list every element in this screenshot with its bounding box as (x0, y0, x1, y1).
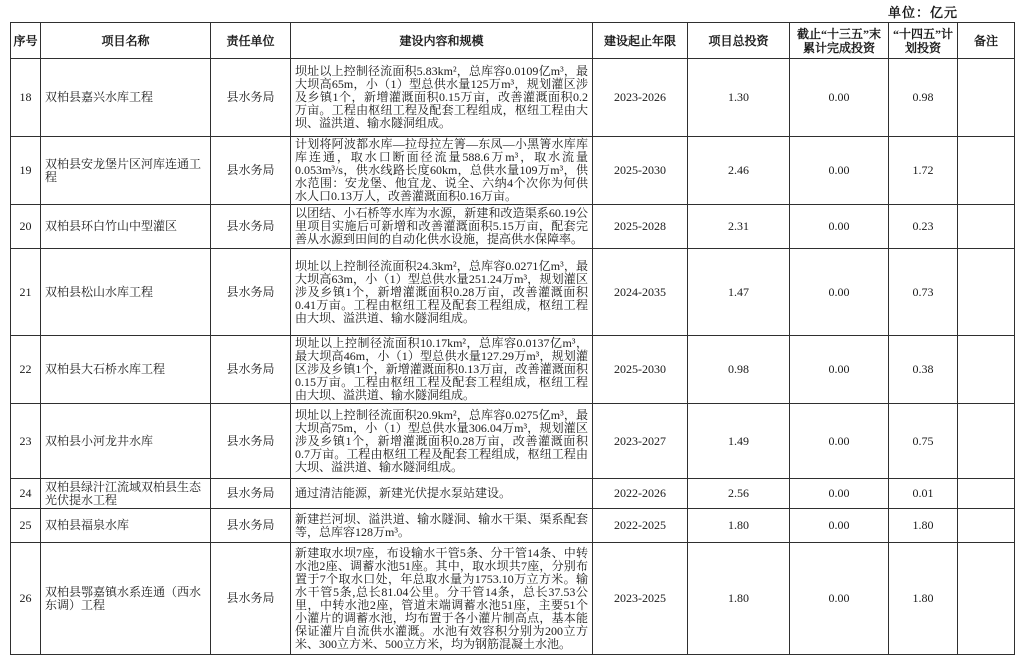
cell-total-investment: 1.49 (688, 404, 790, 479)
cell-completed-investment: 0.00 (790, 205, 889, 249)
cell-total-investment: 1.80 (688, 509, 790, 543)
cell-planned-investment: 0.23 (889, 205, 958, 249)
cell-project-name: 双柏县环白竹山中型灌区 (41, 205, 211, 249)
project-investment-table (10, 22, 1015, 655)
cell-remarks (958, 543, 1015, 655)
table-row (11, 137, 1015, 205)
cell-construction-years: 2022-2025 (593, 509, 688, 543)
cell-construction-content: 新建取水坝7座，布设输水干管5条、分干管14条、中转水池2座、调蓄水池51座。其中，取水坝共7座，分别布置于7个取水口处，年总取水量为1753.10万立方米。输水干管5条,总长81.04公里。分干管14条，总长37.53公里，中转水池2座，管道末端调蓄水池51座，主要51个小灌片的调蓄水池，均布置于各小灌片制高点，基本能保证灌片自流供水灌溉。水池有效容积分别为200立方米、300立方米、500立方米，均为钢筋混凝土水池。 (291, 543, 593, 655)
table-header-row (11, 23, 1015, 59)
cell-serial-number: 25 (11, 509, 41, 543)
cell-project-name: 双柏县绿汁江流域双柏县生态光伏提水工程 (41, 479, 211, 509)
header-total-investment: 项目总投资 (688, 23, 790, 59)
cell-remarks (958, 249, 1015, 336)
header-planned-investment: “十四五”计划投资 (889, 23, 958, 59)
cell-completed-investment: 0.00 (790, 249, 889, 336)
cell-completed-investment: 0.00 (790, 543, 889, 655)
cell-remarks (958, 479, 1015, 509)
cell-responsible-unit: 县水务局 (211, 543, 291, 655)
cell-responsible-unit: 县水务局 (211, 59, 291, 137)
cell-construction-years: 2023-2026 (593, 59, 688, 137)
cell-completed-investment: 0.00 (790, 336, 889, 404)
cell-serial-number: 24 (11, 479, 41, 509)
cell-planned-investment: 1.72 (889, 137, 958, 205)
cell-serial-number: 20 (11, 205, 41, 249)
table-row (11, 543, 1015, 655)
cell-total-investment: 1.47 (688, 249, 790, 336)
cell-total-investment: 1.30 (688, 59, 790, 137)
cell-construction-years: 2022-2026 (593, 479, 688, 509)
cell-construction-content: 坝址以上控制径流面积24.3km²，总库容0.0271亿m³，最大坝高63m，小（1）型总供水量251.24万m³，规划灌区涉及乡镇1个，新增灌溉面积0.28万亩，改善灌溉面积0.41万亩。工程由枢纽工程及配套工程组成，枢纽工程由大坝、溢洪道、输水隧洞组成。 (291, 249, 593, 336)
unit-label: 单位：亿元 (887, 5, 958, 20)
cell-construction-content: 坝址以上控制径流面积10.17km²，总库容0.0137亿m³，最大坝高46m，小（1）型总供水量127.29万m³，规划灌区涉及乡镇1个，新增灌溉面积0.13万亩，改善灌溉面积0.15万亩。工程由枢纽工程及配套工程组成，枢纽工程由大坝、溢洪道、输水隧洞组成。 (291, 336, 593, 404)
cell-remarks (958, 404, 1015, 479)
header-completed-investment: 截止“十三五”末累计完成投资 (790, 23, 889, 59)
cell-remarks (958, 205, 1015, 249)
cell-construction-content: 以团结、小石桥等水库为水源，新建和改造渠系60.19公里项目实施后可新增和改善灌溉面积5.15万亩，配套完善从水源到田间的自动化供水设施，提高供水保障率。 (291, 205, 593, 249)
cell-construction-years: 2025-2030 (593, 336, 688, 404)
cell-construction-years: 2023-2025 (593, 543, 688, 655)
cell-responsible-unit: 县水务局 (211, 249, 291, 336)
cell-project-name: 双柏县小河龙井水库 (41, 404, 211, 479)
cell-construction-content: 坝址以上控制径流面积5.83km²，总库容0.0109亿m³，最大坝高65m，小（1）型总供水量125万m³，规划灌区涉及乡镇1个，新增灌溉面积0.15万亩，改善灌溉面积0.2万亩。工程由枢纽工程及配套工程组成，枢纽工程由大坝、溢洪道、输水隧洞组成。 (291, 59, 593, 137)
cell-total-investment: 2.31 (688, 205, 790, 249)
cell-serial-number: 19 (11, 137, 41, 205)
cell-remarks (958, 59, 1015, 137)
cell-project-name: 双柏县嘉兴水库工程 (41, 59, 211, 137)
cell-project-name: 双柏县安龙堡片区河库连通工程 (41, 137, 211, 205)
cell-serial-number: 22 (11, 336, 41, 404)
cell-construction-years: 2023-2027 (593, 404, 688, 479)
header-project-name: 项目名称 (41, 23, 211, 59)
cell-planned-investment: 0.38 (889, 336, 958, 404)
cell-construction-content: 通过清洁能源，新建光伏提水泵站建设。 (291, 479, 593, 509)
table-row (11, 509, 1015, 543)
cell-construction-content: 新建拦河坝、溢洪道、输水隧洞、输水干渠、渠系配套等，总库容128万m³。 (291, 509, 593, 543)
cell-project-name: 双柏县大石桥水库工程 (41, 336, 211, 404)
table-row (11, 59, 1015, 137)
cell-project-name: 双柏县鄂嘉镇水系连通（西水东调）工程 (41, 543, 211, 655)
cell-planned-investment: 0.01 (889, 479, 958, 509)
cell-planned-investment: 1.80 (889, 543, 958, 655)
cell-completed-investment: 0.00 (790, 404, 889, 479)
cell-completed-investment: 0.00 (790, 509, 889, 543)
cell-construction-years: 2025-2028 (593, 205, 688, 249)
cell-planned-investment: 0.98 (889, 59, 958, 137)
table-row (11, 336, 1015, 404)
cell-total-investment: 1.80 (688, 543, 790, 655)
cell-responsible-unit: 县水务局 (211, 205, 291, 249)
cell-planned-investment: 1.80 (889, 509, 958, 543)
cell-project-name: 双柏县松山水库工程 (41, 249, 211, 336)
cell-construction-years: 2024-2035 (593, 249, 688, 336)
cell-responsible-unit: 县水务局 (211, 509, 291, 543)
cell-serial-number: 21 (11, 249, 41, 336)
table-row (11, 479, 1015, 509)
table-row (11, 404, 1015, 479)
cell-responsible-unit: 县水务局 (211, 137, 291, 205)
cell-total-investment: 2.56 (688, 479, 790, 509)
cell-total-investment: 2.46 (688, 137, 790, 205)
cell-serial-number: 26 (11, 543, 41, 655)
cell-responsible-unit: 县水务局 (211, 404, 291, 479)
cell-responsible-unit: 县水务局 (211, 336, 291, 404)
cell-completed-investment: 0.00 (790, 59, 889, 137)
header-serial-number: 序号 (11, 23, 41, 59)
cell-responsible-unit: 县水务局 (211, 479, 291, 509)
project-table-body (11, 59, 1015, 655)
cell-serial-number: 23 (11, 404, 41, 479)
table-row (11, 249, 1015, 336)
cell-project-name: 双柏县福泉水库 (41, 509, 211, 543)
cell-serial-number: 18 (11, 59, 41, 137)
header-responsible-unit: 责任单位 (211, 23, 291, 59)
cell-remarks (958, 137, 1015, 205)
cell-remarks (958, 509, 1015, 543)
cell-planned-investment: 0.73 (889, 249, 958, 336)
table-row (11, 205, 1015, 249)
cell-completed-investment: 0.00 (790, 137, 889, 205)
cell-completed-investment: 0.00 (790, 479, 889, 509)
header-remarks: 备注 (958, 23, 1015, 59)
header-construction-content: 建设内容和规模 (291, 23, 593, 59)
cell-construction-years: 2025-2030 (593, 137, 688, 205)
cell-construction-content: 计划将阿波都水库—拉母拉左箐—东凤—小黑箐水库库库连通，取水口断面径流量588.6万m³，取水流量0.053m³/s，供水线路长度60km，总供水量109万m³，供水范围：安龙堡、他宜龙、说全、六纳4个次你为何供水人口0.13万人，改善灌溉面积0.16万亩。 (291, 137, 593, 205)
cell-construction-content: 坝址以上控制径流面积20.9km²，总库容0.0275亿m³，最大坝高75m，小（1）型总供水量306.04万m³，规划灌区涉及乡镇1个，新增灌溉面积0.28万亩，改善灌溉面积0.7万亩。工程由枢纽工程及配套工程组成，枢纽工程由大坝、溢洪道、输水隧洞组成。 (291, 404, 593, 479)
header-construction-years: 建设起止年限 (593, 23, 688, 59)
cell-planned-investment: 0.75 (889, 404, 958, 479)
cell-remarks (958, 336, 1015, 404)
cell-total-investment: 0.98 (688, 336, 790, 404)
